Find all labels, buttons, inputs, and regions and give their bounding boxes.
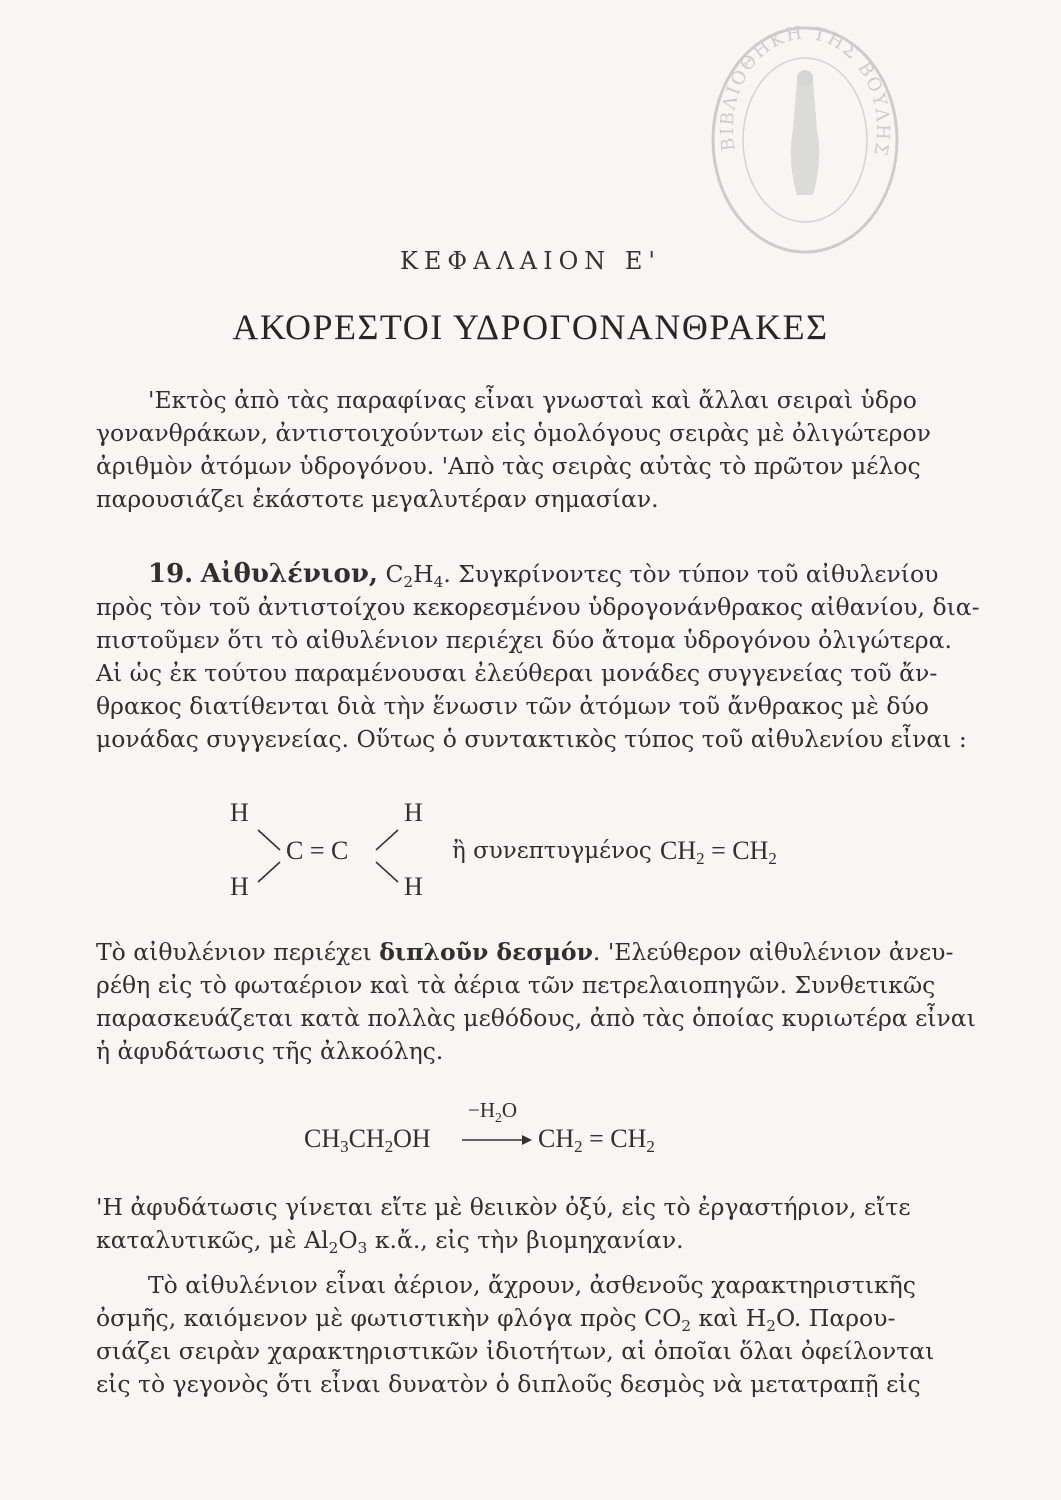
text-run: Τὸ αἰθυλένιον περιέχει xyxy=(96,938,372,966)
text-line: σιάζει σειρὰν χαρακτηριστικῶν ἰδιοτήτων, αἱ ὁποῖαι ὅλαι ὀφείλονται xyxy=(96,1337,935,1365)
text-run: . Συγκρίνοντες τὸν τύπον τοῦ αἰθυλενίου xyxy=(443,560,939,588)
properties-paragraph xyxy=(96,1269,964,1401)
text-line: θρακος διατίθενται διὰ τὴν ἕνωσιν τῶν ἀτόμων τοῦ ἄνθρακος μὲ δύο xyxy=(96,692,929,720)
text-run: . 'Ελεύθερον αἰθυλένιον ἀνευ- xyxy=(592,938,954,966)
subscript: 3 xyxy=(340,1137,349,1156)
formula-h: H xyxy=(413,560,434,588)
text-run: O xyxy=(338,1226,358,1254)
text-line: ἀριθμὸν ἀτόμων ὑδρογόνου. 'Απὸ τὰς σειρὰς αὐτὰς τὸ πρῶτον μέλος xyxy=(96,452,921,480)
chapter-title: ΑΚΟΡΕΣΤΟΙ ΥΔΡΟΓΟΝΑΝΘΡΑΚΕΣ xyxy=(232,307,829,347)
subscript: 2 xyxy=(766,1317,776,1335)
text-line: μονάδας συγγενείας. Οὕτως ὁ συντακτικὸς τύπος τοῦ αἰθυλενίου εἶναι : xyxy=(96,725,967,753)
text-line: εἰς τὸ γεγονὸς ὅτι εἶναι δυνατὸν ὁ διπλοῦς δεσμὸς νὰ μετατραπῇ εἰς xyxy=(96,1370,921,1398)
text-line: Τὸ αἰθυλένιον εἶναι ἀέριον, ἄχρουν, ἀσθενοῦς χαρακτηριστικῆς xyxy=(148,1271,916,1299)
text-line xyxy=(96,1302,964,1335)
subscript: 2 xyxy=(495,1110,502,1125)
text-run: O. Παρου- xyxy=(776,1304,896,1332)
stamp-text: ΒΙΒΛΙΟΘΗΚΗ ΤΗΣ ΒΟΥΛΗΣ xyxy=(716,22,894,159)
formula-part: CH xyxy=(538,1124,575,1153)
formula-part: CH xyxy=(348,1124,385,1153)
formula-part: CH xyxy=(610,1124,647,1153)
formula-c: C xyxy=(385,560,404,588)
subscript: 4 xyxy=(433,573,444,591)
subscript: 2 xyxy=(384,1137,394,1156)
subscript: 2 xyxy=(768,849,777,868)
dehydration-paragraph xyxy=(96,1191,964,1257)
subscript: 2 xyxy=(574,1137,583,1156)
equals-sign: = xyxy=(711,836,726,865)
text-line: γονανθράκων, ἀντιστοιχούντων εἰς ὁμολόγους σειρὰς μὲ ὀλιγώτερον xyxy=(96,419,931,447)
hydrogen-atom: H xyxy=(230,798,249,827)
subscript: 3 xyxy=(357,1239,368,1257)
section-heading: Αἰθυλένιον, xyxy=(200,559,378,589)
section-number: 19. xyxy=(148,559,194,589)
text-run: ὀσμῆς, καιόμενον μὲ φωτιστικὴν φλόγα πρὸς CO xyxy=(96,1304,682,1332)
formula-part: CH xyxy=(732,836,769,865)
carbon-double-bond: C = C xyxy=(286,836,349,865)
text-line xyxy=(96,1224,964,1257)
reactant xyxy=(304,1124,431,1154)
formula-part: CH xyxy=(660,836,697,865)
formula-part: O xyxy=(501,1098,518,1122)
text-line: πρὸς τὸν τοῦ ἀντιστοίχου κεκορεσμένου ὑδρογονάνθρακος αἰθανίου, δια- xyxy=(96,593,980,621)
text-line: παρουσιάζει ἑκάστοτε μεγαλυτέραν σημασίαν. xyxy=(96,485,659,513)
text-line: 'Εκτὸς ἀπὸ τὰς παραφίνας εἶναι γνωσταὶ καὶ ἄλλαι σειραὶ ὑδρο xyxy=(148,386,917,414)
equals-sign: = xyxy=(589,1124,604,1153)
subscript: 2 xyxy=(403,573,414,591)
arrow-condition xyxy=(468,1098,517,1123)
formula-part: −H xyxy=(468,1098,496,1122)
subscript: 2 xyxy=(646,1137,655,1156)
text-line: ἡ ἀφυδάτωσις τῆς ἀλκοόλης. xyxy=(96,1037,444,1065)
hydrogen-atom: H xyxy=(230,872,249,901)
text-run: κ.ἄ., εἰς τὴν βιομηχανίαν. xyxy=(367,1226,684,1254)
subscript: 2 xyxy=(696,849,705,868)
formula-part: OH xyxy=(393,1124,431,1153)
product xyxy=(538,1124,655,1154)
text-line: Αἱ ὡς ἐκ τούτου παραμένουσαι ἐλεύθεραι μονάδες συγγενείας τοῦ ἄν- xyxy=(96,659,938,687)
text-line: ρέθη εἰς τὸ φωταέριον καὶ τὰ ἀέρια τῶν πετρελαιοπηγῶν. Συνθετικῶς xyxy=(96,971,936,999)
subscript: 2 xyxy=(328,1239,339,1257)
formula-part: CH xyxy=(304,1124,341,1153)
hydrogen-atom: H xyxy=(404,872,423,901)
chapter-label: ΚΕΦΑΛΑΙΟΝ Ε' xyxy=(399,247,662,275)
text-line: παρασκευάζεται κατὰ πολλὰς μεθόδους, ἀπὸ τὰς ὁποίας κυριωτέρα εἶναι xyxy=(96,1004,976,1032)
text-line: 'Η ἀφυδάτωσις γίνεται εἴτε μὲ θειικὸν ὀξύ, εἰς τὸ ἐργαστήριον, εἴτε xyxy=(96,1193,911,1221)
hydrogen-atom: H xyxy=(404,798,423,827)
bold-term: διπλοῦν δεσμόν xyxy=(379,938,593,966)
condensed-label: ἢ συνεπτυγμένος xyxy=(452,838,652,864)
subscript: 2 xyxy=(681,1317,692,1335)
text-run: καταλυτικῶς, μὲ Al xyxy=(96,1226,329,1254)
text-line: πιστοῦμεν ὅτι τὸ αἰθυλένιον περιέχει δύο ἄτομα ὑδρογόνου ὀλιγώτερα. xyxy=(96,626,952,654)
text-run: καὶ H xyxy=(691,1304,767,1332)
